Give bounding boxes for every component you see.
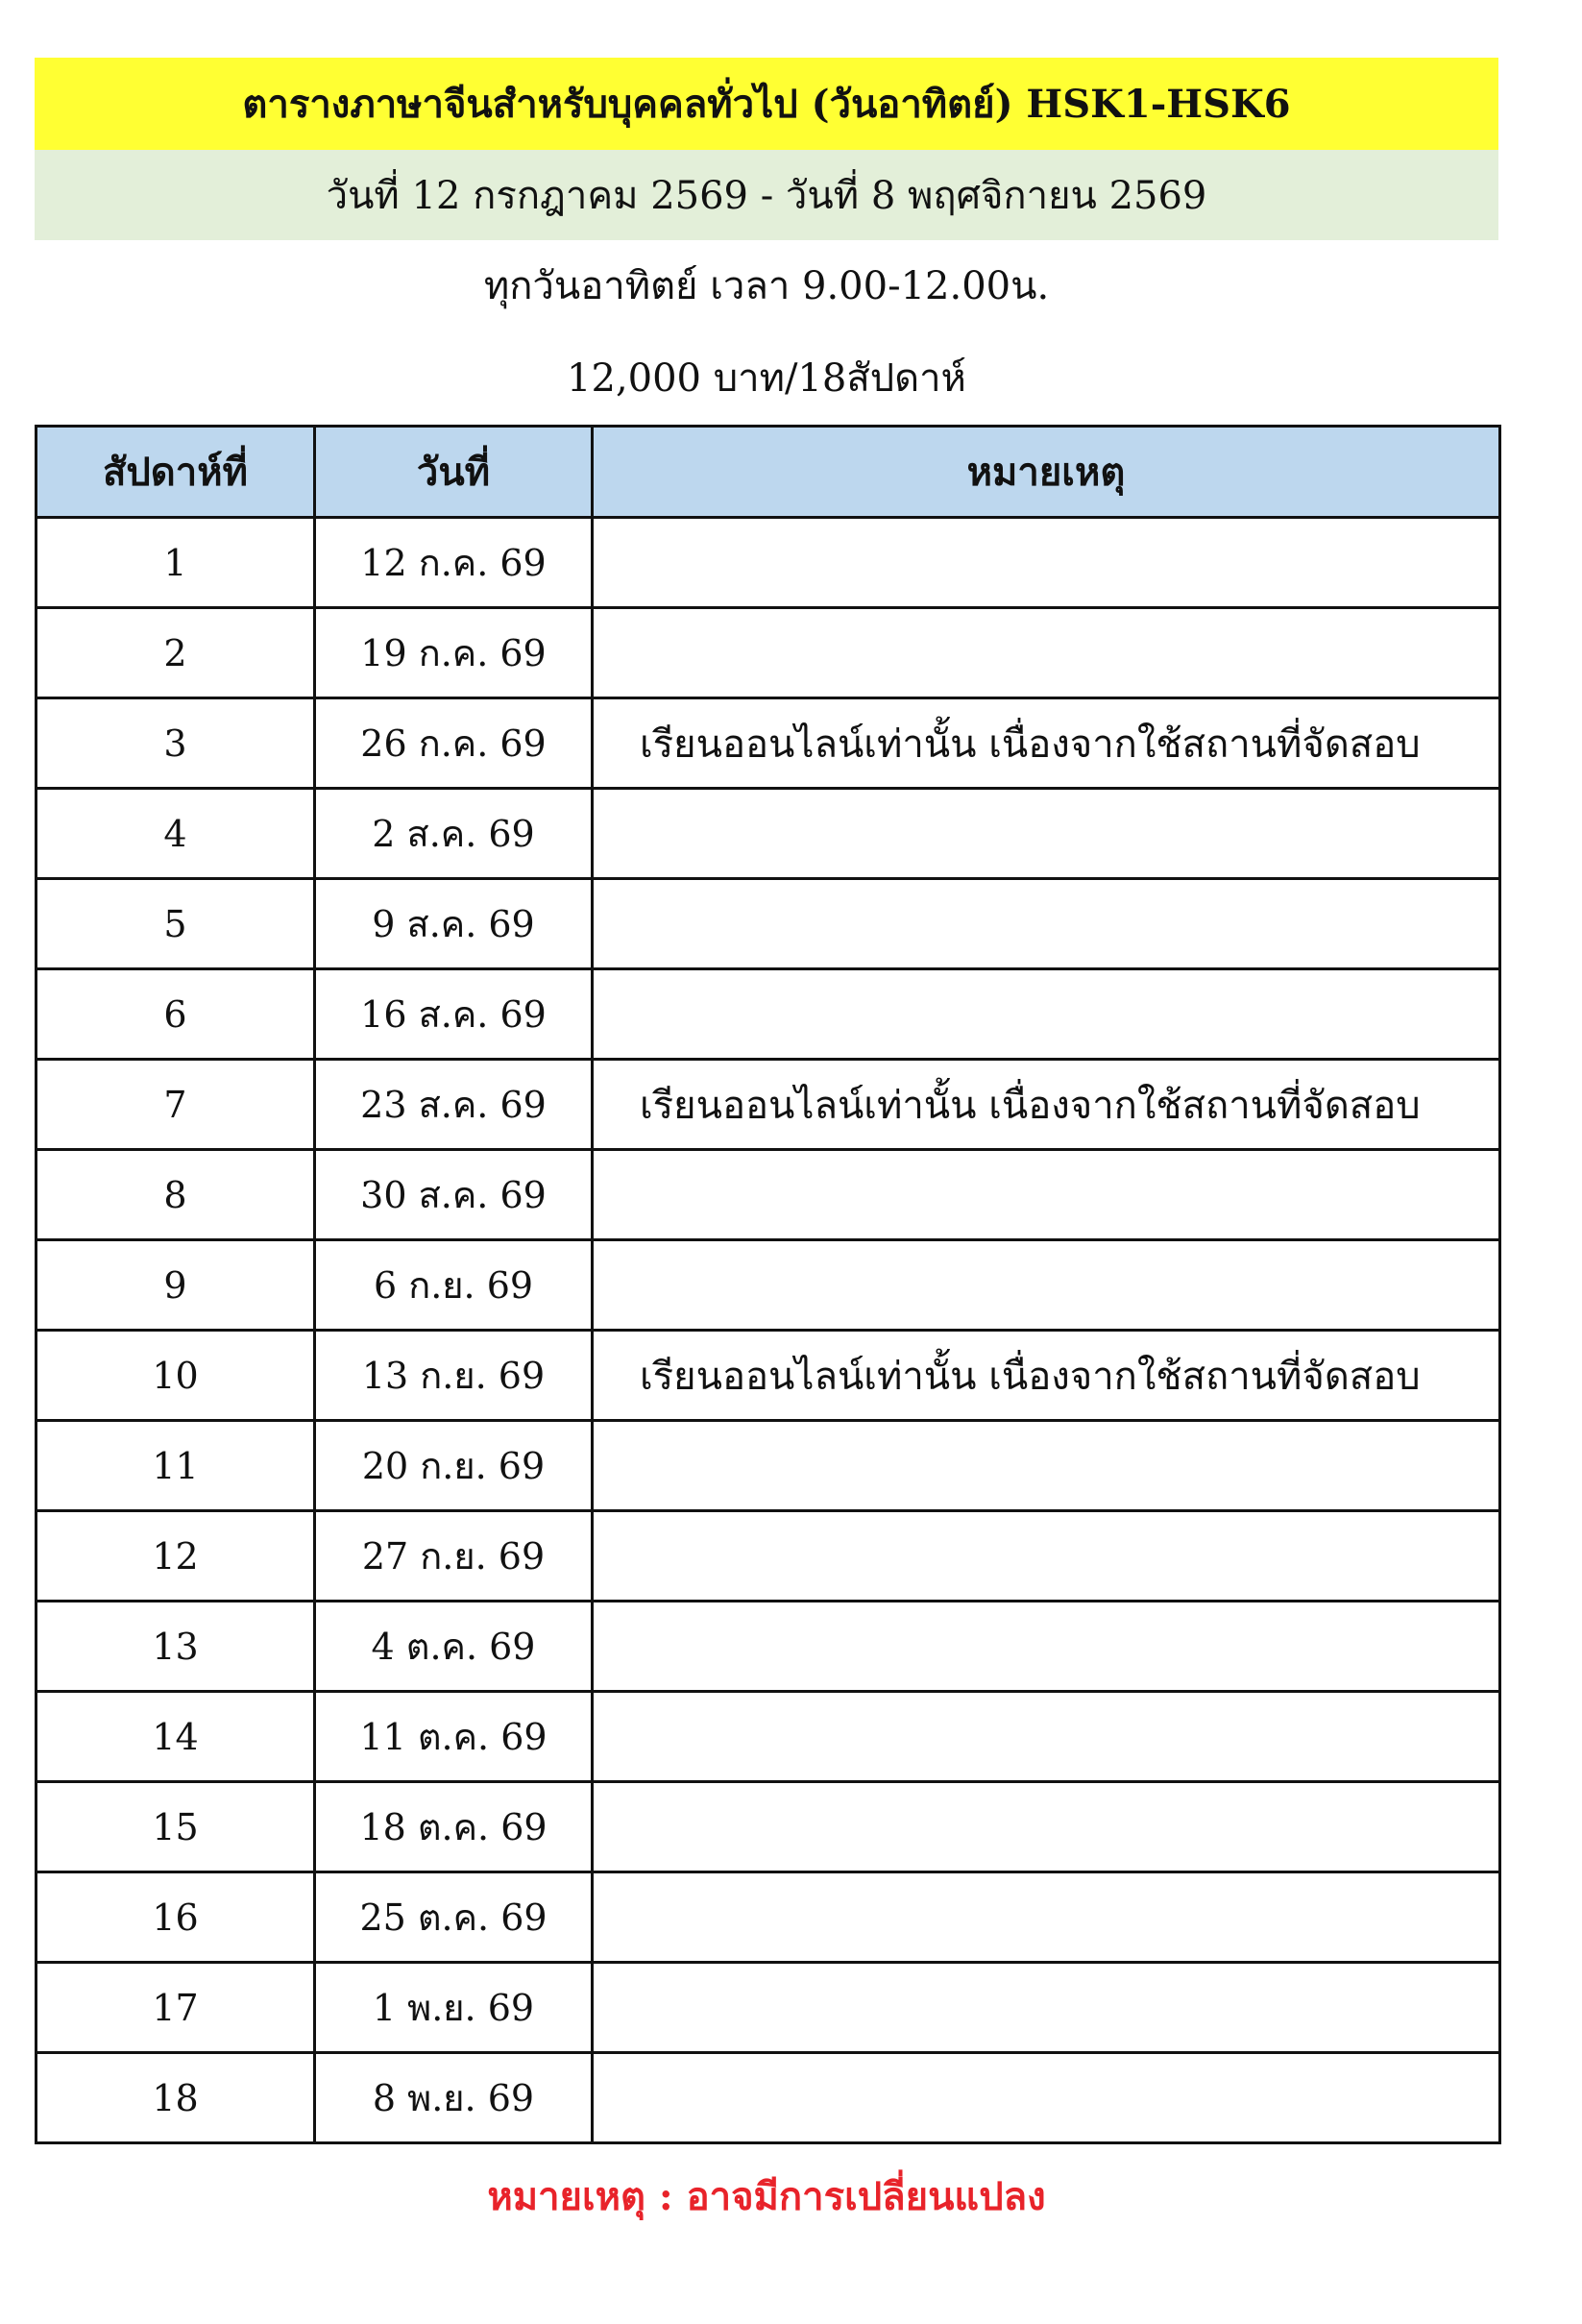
week-number-cell: 16 <box>37 1872 315 1963</box>
date-cell: 23 ส.ค. 69 <box>315 1060 593 1150</box>
note-cell <box>593 1602 1500 1692</box>
schedule-table-body <box>37 518 1500 2143</box>
date-cell: 6 ก.ย. 69 <box>315 1240 593 1331</box>
table-row <box>37 608 1500 698</box>
note-cell <box>593 2053 1500 2143</box>
note-cell <box>593 789 1500 879</box>
date-cell: 4 ต.ค. 69 <box>315 1602 593 1692</box>
table-row <box>37 969 1500 1060</box>
table-row <box>37 1963 1500 2053</box>
week-number-cell: 14 <box>37 1692 315 1782</box>
date-cell: 20 ก.ย. 69 <box>315 1421 593 1511</box>
note-cell <box>593 1240 1500 1331</box>
column-header-date: วันที่ <box>315 427 593 518</box>
table-row <box>37 2053 1500 2143</box>
table-row <box>37 1602 1500 1692</box>
date-cell: 1 พ.ย. 69 <box>315 1963 593 2053</box>
note-cell <box>593 1872 1500 1963</box>
table-header-row <box>37 427 1500 518</box>
week-number-cell: 4 <box>37 789 315 879</box>
note-cell: เรียนออนไลน์เท่านั้น เนื่องจากใช้สถานที่จัดสอบ <box>593 1060 1500 1150</box>
date-cell: 9 ส.ค. 69 <box>315 879 593 969</box>
date-cell: 13 ก.ย. 69 <box>315 1331 593 1421</box>
date-cell: 27 ก.ย. 69 <box>315 1511 593 1602</box>
week-number-cell: 11 <box>37 1421 315 1511</box>
date-cell: 19 ก.ค. 69 <box>315 608 593 698</box>
week-number-cell: 10 <box>37 1331 315 1421</box>
week-number-cell: 13 <box>37 1602 315 1692</box>
week-number-cell: 6 <box>37 969 315 1060</box>
table-row <box>37 1331 1500 1421</box>
class-time: ทุกวันอาทิตย์ เวลา 9.00-12.00น. <box>483 264 1050 308</box>
table-row <box>37 1511 1500 1602</box>
course-price: 12,000 บาท/18สัปดาห์ <box>567 356 966 401</box>
date-cell: 25 ต.ค. 69 <box>315 1872 593 1963</box>
schedule-title: ตารางภาษาจีนสำหรับบุคคลทั่วไป (วันอาทิตย์) HSK1-HSK6 <box>35 58 1498 150</box>
note-cell <box>593 608 1500 698</box>
week-number-cell: 12 <box>37 1511 315 1602</box>
date-cell: 18 ต.ค. 69 <box>315 1782 593 1872</box>
note-cell <box>593 969 1500 1060</box>
note-cell <box>593 518 1500 608</box>
table-row <box>37 698 1500 789</box>
note-cell <box>593 1692 1500 1782</box>
week-number-cell: 3 <box>37 698 315 789</box>
table-row <box>37 1421 1500 1511</box>
table-row <box>37 789 1500 879</box>
date-cell: 12 ก.ค. 69 <box>315 518 593 608</box>
table-row <box>37 1872 1500 1963</box>
date-cell: 26 ก.ค. 69 <box>315 698 593 789</box>
date-cell: 11 ต.ค. 69 <box>315 1692 593 1782</box>
note-cell <box>593 1511 1500 1602</box>
schedule-document <box>35 58 1498 2227</box>
week-number-cell: 18 <box>37 2053 315 2143</box>
date-cell: 30 ส.ค. 69 <box>315 1150 593 1240</box>
week-number-cell: 8 <box>37 1150 315 1240</box>
note-cell: เรียนออนไลน์เท่านั้น เนื่องจากใช้สถานที่จัดสอบ <box>593 698 1500 789</box>
date-range: วันที่ 12 กรกฎาคม 2569 - วันที่ 8 พฤศจิกายน 2569 <box>35 150 1498 240</box>
note-cell <box>593 1782 1500 1872</box>
note-cell <box>593 1963 1500 2053</box>
table-row <box>37 1692 1500 1782</box>
week-number-cell: 17 <box>37 1963 315 2053</box>
week-number-cell: 1 <box>37 518 315 608</box>
note-cell <box>593 1150 1500 1240</box>
week-number-cell: 15 <box>37 1782 315 1872</box>
table-row <box>37 1060 1500 1150</box>
table-row <box>37 879 1500 969</box>
week-number-cell: 2 <box>37 608 315 698</box>
table-row <box>37 1782 1500 1872</box>
table-row <box>37 1150 1500 1240</box>
week-number-cell: 9 <box>37 1240 315 1331</box>
date-cell: 8 พ.ย. 69 <box>315 2053 593 2143</box>
column-header-note: หมายเหตุ <box>593 427 1500 518</box>
table-row <box>37 1240 1500 1331</box>
note-cell <box>593 1421 1500 1511</box>
week-number-cell: 7 <box>37 1060 315 1150</box>
footnote: หมายเหตุ : อาจมีการเปลี่ยนแปลง <box>487 2174 1046 2219</box>
column-header-week: สัปดาห์ที่ <box>37 427 315 518</box>
table-row <box>37 518 1500 608</box>
date-cell: 16 ส.ค. 69 <box>315 969 593 1060</box>
schedule-table <box>35 425 1501 2144</box>
date-cell: 2 ส.ค. 69 <box>315 789 593 879</box>
week-number-cell: 5 <box>37 879 315 969</box>
note-cell: เรียนออนไลน์เท่านั้น เนื่องจากใช้สถานที่จัดสอบ <box>593 1331 1500 1421</box>
note-cell <box>593 879 1500 969</box>
